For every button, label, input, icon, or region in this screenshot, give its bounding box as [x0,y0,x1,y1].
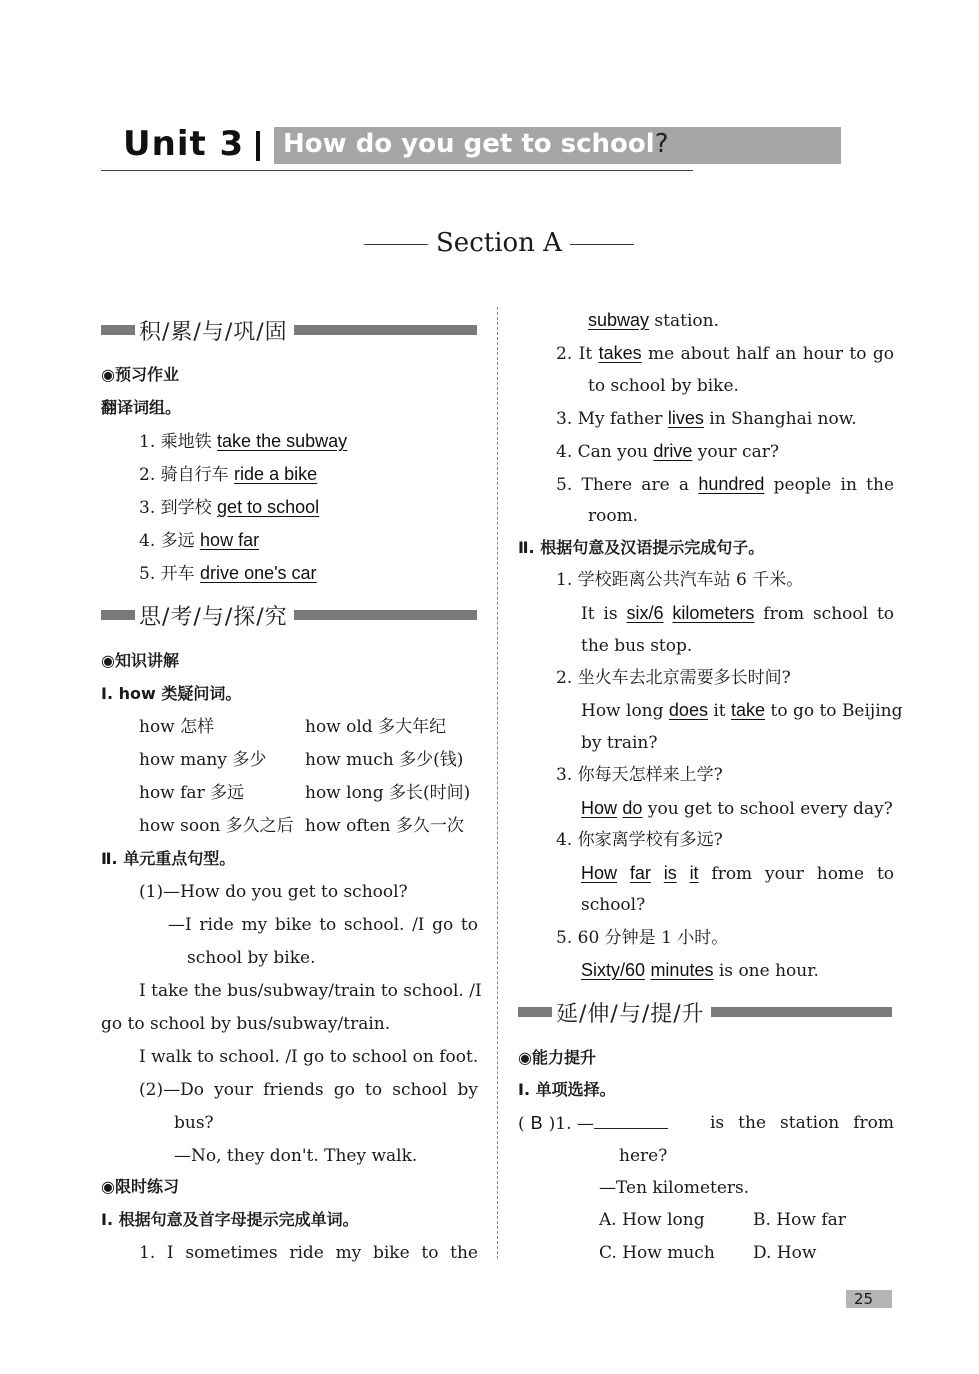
exercise-answer-line: Sixty/60 minutes is one hour. [581,960,819,981]
exercise-question: 2. It takes me about half an hour to go [556,343,894,364]
banner-accumulate: 积/累/与/巩/固 [101,314,477,346]
ability-heading: ◉能力提升 [518,1048,596,1067]
exercise-question: 1. I sometimes ride my bike to the [139,1243,478,1263]
answer-blank [594,1112,668,1129]
sentence-line: (2)—Do your friends go to school by [139,1080,478,1100]
phrase-item: 1. 乘地铁 take the subway [139,431,348,452]
single-choice-heading: Ⅰ. 单项选择。 [518,1080,616,1099]
how-word: how soon 多久之后 [139,816,294,836]
banner-extend: 延/伸/与/提/升 [518,996,892,1028]
sentence-line: bus? [174,1113,214,1133]
sentence-line: —No, they don't. They walk. [174,1146,418,1166]
unit-title: How do you get to school? [283,129,669,159]
exercise-line: by train? [581,733,658,753]
how-word: how many 多少 [139,750,267,770]
section-heading: Section A [356,228,638,258]
mc-question-line: here? [619,1146,668,1166]
phrase-item: 3. 到学校 get to school [139,497,320,518]
chinese-prompt: 3. 你每天怎样来上学? [556,765,723,785]
mc-option-c: C. How much [599,1243,715,1263]
sentence-line: (1)—How do you get to school? [139,882,408,902]
mc-answer: B [530,1113,543,1133]
how-word: how often 多久一次 [305,816,464,836]
how-word: how long 多长(时间) [305,783,471,803]
exercise-line: to school by bike. [588,376,739,396]
exercise-line: subway station. [588,310,719,331]
how-word: how old 多大年纪 [305,717,447,737]
mc-reply: —Ten kilometers. [599,1178,750,1198]
translate-heading: 翻译词组。 [101,398,182,417]
knowledge-heading: ◉知识讲解 [101,651,179,670]
mc-option-b: B. How far [753,1210,846,1230]
how-word: how much 多少(钱) [305,750,464,770]
exercise-question: 4. Can you drive your car? [556,441,779,462]
mc-question-rest: is the station from [710,1113,894,1133]
exercise1-heading: Ⅰ. 根据句意及首字母提示完成单词。 [101,1210,359,1229]
mc-option-a: A. How long [599,1210,705,1230]
mc-option-d: D. How [753,1243,817,1263]
exercise-line: school? [581,895,646,915]
sentence-line: I walk to school. /I go to school on foot. [139,1047,479,1067]
chinese-prompt: 4. 你家离学校有多远? [556,830,723,850]
exercise-answer-line: How far is it from your home to [581,863,895,884]
unit-divider [256,131,260,161]
banner-explore: 思/考/与/探/究 [101,599,477,631]
page-number: 25 [846,1290,892,1308]
sentence-line: school by bike. [187,948,316,968]
prep-heading: ◉预习作业 [101,365,179,384]
key-sentences-heading: Ⅱ. 单元重点句型。 [101,849,236,868]
mc-question: ( B )1. — [518,1112,668,1135]
practice-heading: ◉限时练习 [101,1177,179,1196]
exercise-question: 5. There are a hundred people in the [556,474,895,495]
chinese-prompt: 5. 60 分钟是 1 小时。 [556,928,729,948]
chinese-prompt: 2. 坐火车去北京需要多长时间? [556,668,791,688]
exercise-answer-line: It is six/6 kilometers from school to [581,603,895,624]
column-divider [497,307,499,1259]
exercise-line: the bus stop. [581,636,693,656]
sentence-line: I take the bus/subway/train to school. /I [139,981,482,1001]
exercise-answer-line: How long does it take to go to Beijing [581,700,903,721]
exercise-line: room. [588,506,639,526]
how-word: how far 多远 [139,783,245,803]
phrase-item: 2. 骑自行车 ride a bike [139,464,318,485]
how-word: how 怎样 [139,717,215,737]
sentence-line: —I ride my bike to school. /I go to [168,915,478,935]
how-words-heading: Ⅰ. how 类疑问词。 [101,684,242,703]
chinese-prompt: 1. 学校距离公共汽车站 6 千米。 [556,570,804,590]
unit-label: Unit 3 [123,124,245,164]
phrase-item: 4. 多远 how far [139,530,260,551]
exercise2-heading: Ⅱ. 根据句意及汉语提示完成句子。 [518,538,765,557]
exercise-question: 3. My father lives in Shanghai now. [556,408,857,429]
sentence-line: go to school by bus/subway/train. [101,1014,391,1034]
phrase-item: 5. 开车 drive one's car [139,563,317,584]
title-rule [101,170,693,171]
exercise-answer-line: How do you get to school every day? [581,798,893,819]
